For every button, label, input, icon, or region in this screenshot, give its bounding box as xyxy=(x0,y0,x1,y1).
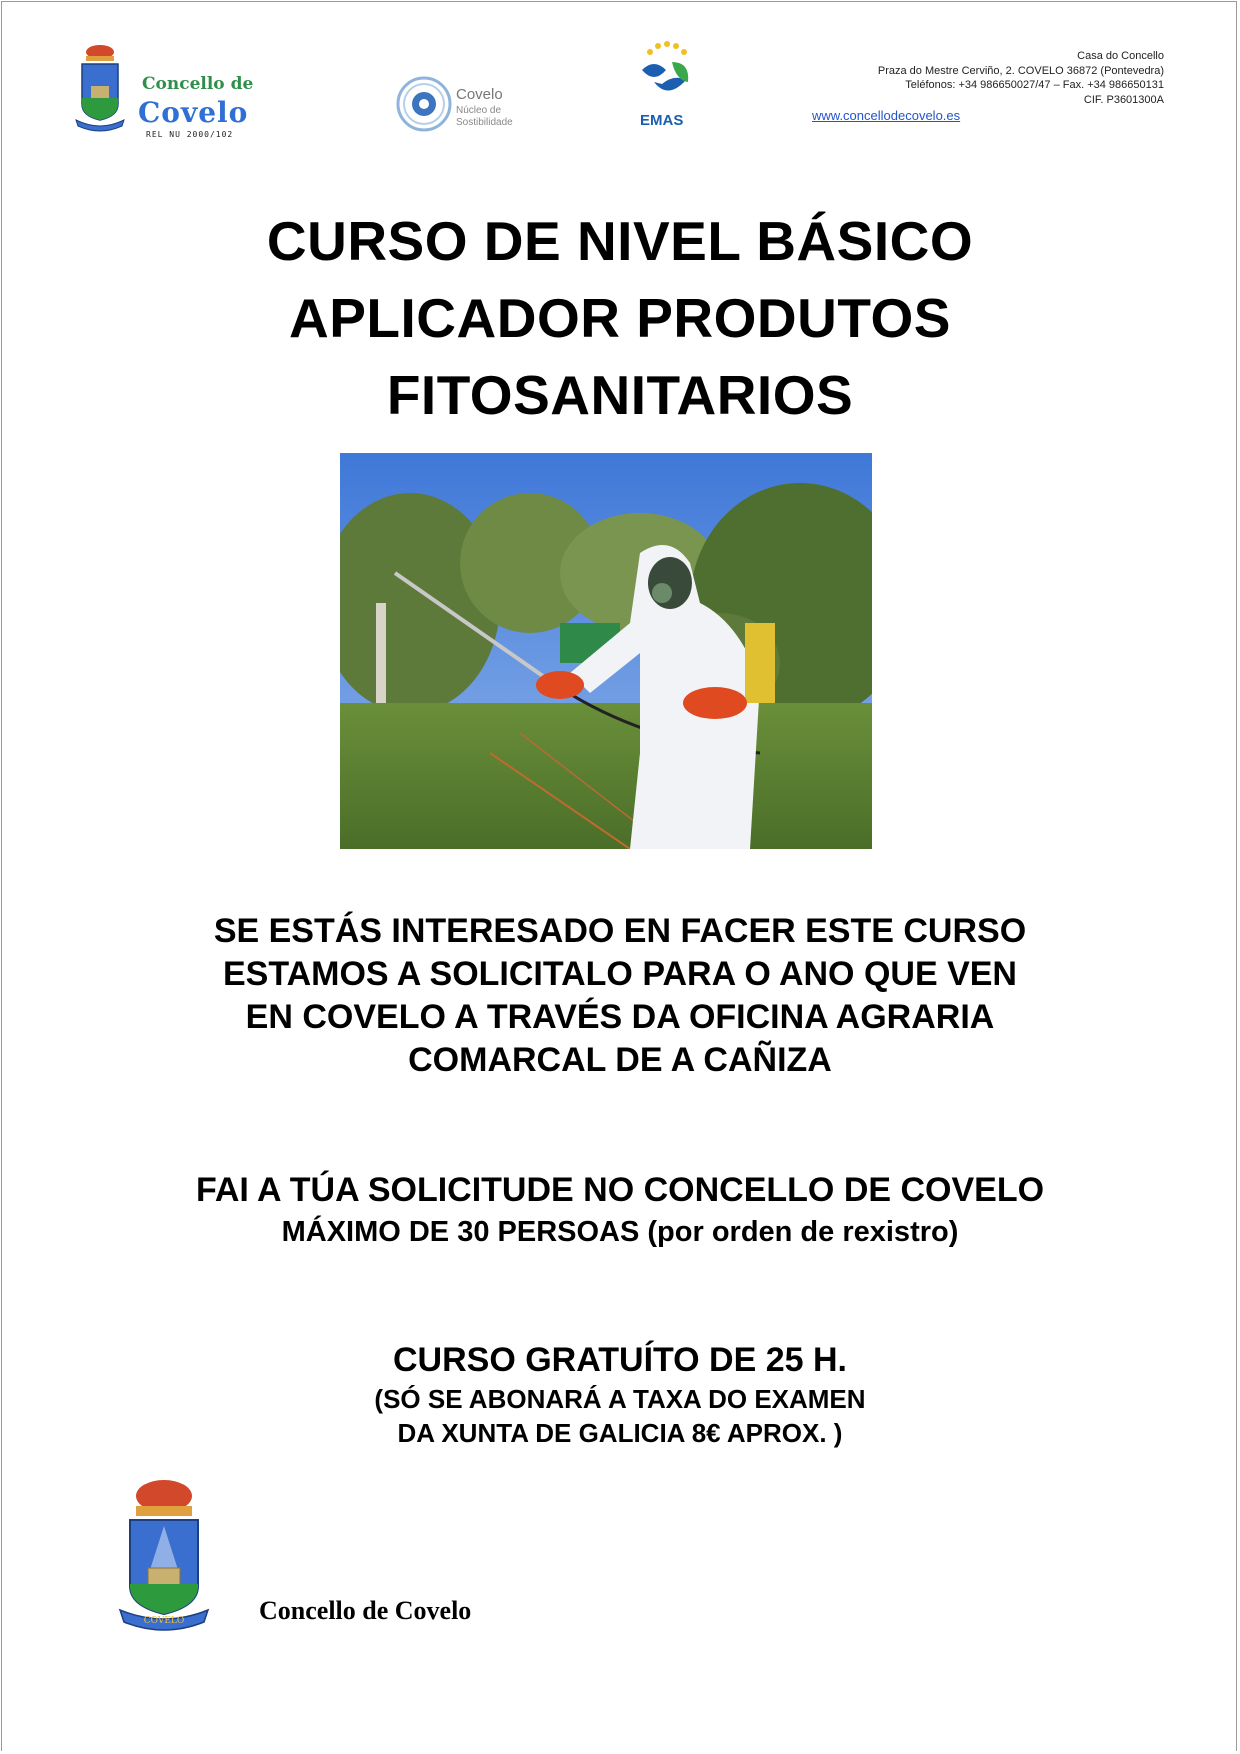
website-link[interactable]: www.concellodecovelo.es xyxy=(812,108,961,123)
crest-ribbon-text: COVELO xyxy=(143,1616,185,1626)
course-line2: (SÓ SE ABONARÁ A TAXA DO EXAMEN xyxy=(374,1384,866,1414)
nucleo-subtitle xyxy=(456,105,536,129)
course-line3: DA XUNTA DE GALICIA 8€ APROX. ) xyxy=(397,1418,843,1448)
emas-label: EMAS xyxy=(640,112,684,129)
emas-logo xyxy=(632,40,698,132)
register-line1: FAI A TÚA SOLICITUDE NO CONCELLO DE COVELO xyxy=(195,1171,1045,1209)
register-line2: MÁXIMO DE 30 PERSOAS (por orden de rexistro) xyxy=(281,1216,959,1248)
info-block xyxy=(0,910,1240,1082)
contact-cif: CIF. P3601300A xyxy=(1083,93,1164,106)
info-line4: COMARCAL DE A CAÑIZA xyxy=(408,1041,832,1079)
register-block xyxy=(0,1168,1240,1252)
nucleo-seal-icon xyxy=(396,64,452,144)
footer-crest-icon xyxy=(118,1476,210,1636)
contact-address: Praza do Mestre Cerviño, 2. COVELO 36872 (Pontevedra) xyxy=(877,64,1164,77)
contact-phones: Teléfonos: +34 986650027/47 – Fax. +34 986650131 xyxy=(905,79,1164,91)
nucleo-logo xyxy=(396,64,536,144)
footer-name: Concello de Covelo xyxy=(259,1596,472,1625)
info-line3: EN COVELO A TRAVÉS DA OFICINA AGRARIA xyxy=(245,998,995,1036)
sprayer-photo xyxy=(340,453,872,849)
nucleo-name: Covelo xyxy=(456,86,503,103)
nucleo-subtitle-line1: Núcleo de xyxy=(456,105,502,116)
sprayer-photo-illustration xyxy=(340,453,872,849)
contact-block xyxy=(878,49,1164,107)
page-title xyxy=(0,203,1240,434)
concello-logo xyxy=(74,42,264,138)
emas-stars-icon xyxy=(632,40,698,112)
title-line2: APLICADOR PRODUTOS xyxy=(289,287,951,349)
course-line1: CURSO GRATUÍTO DE 25 H. xyxy=(392,1341,848,1379)
crest-icon xyxy=(74,42,126,134)
course-block xyxy=(0,1338,1240,1450)
concello-logo-line3: REL NU 2000/102 xyxy=(146,130,234,139)
nucleo-subtitle-line2: Sostibilidade xyxy=(456,117,513,128)
concello-logo-line2: Covelo xyxy=(138,96,249,129)
info-line2: ESTAMOS A SOLICITALO PARA O ANO QUE VEN xyxy=(223,955,1017,993)
title-line3: FITOSANITARIOS xyxy=(386,364,854,426)
concello-logo-line1: Concello de xyxy=(142,74,254,94)
title-line1: CURSO DE NIVEL BÁSICO xyxy=(266,210,974,272)
info-line1: SE ESTÁS INTERESADO EN FACER ESTE CURSO xyxy=(213,912,1027,950)
contact-line1: Casa do Concello xyxy=(1077,50,1164,62)
